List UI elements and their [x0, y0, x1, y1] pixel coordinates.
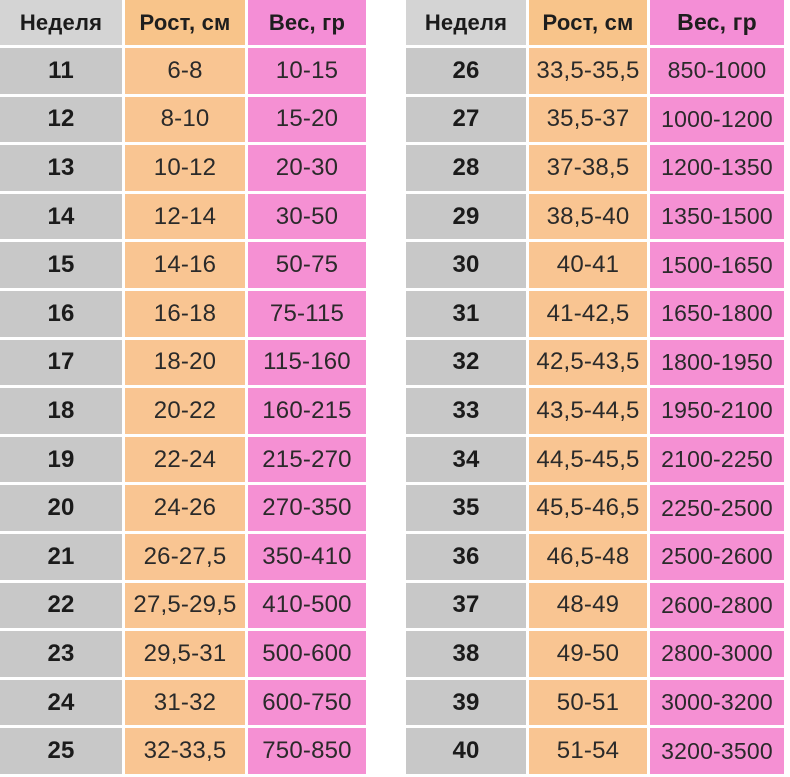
left-table — [0, 0, 369, 777]
cell-height: 35,5-37 — [529, 97, 650, 146]
cell-weight: 30-50 — [248, 194, 369, 243]
cell-week: 35 — [406, 485, 529, 534]
cell-weight: 2250-2500 — [650, 485, 787, 534]
cell-height: 8-10 — [125, 97, 248, 146]
cell-height: 16-18 — [125, 291, 248, 340]
cell-week: 25 — [0, 728, 125, 777]
cell-height: 27,5-29,5 — [125, 583, 248, 632]
cell-week: 36 — [406, 534, 529, 583]
cell-height: 50-51 — [529, 680, 650, 729]
cell-week: 38 — [406, 631, 529, 680]
cell-weight: 1200-1350 — [650, 145, 787, 194]
cell-weight: 750-850 — [248, 728, 369, 777]
cell-week: 40 — [406, 728, 529, 777]
cell-height: 37-38,5 — [529, 145, 650, 194]
cell-height: 14-16 — [125, 242, 248, 291]
cell-height: 20-22 — [125, 388, 248, 437]
cell-height: 45,5-46,5 — [529, 485, 650, 534]
cell-weight: 410-500 — [248, 583, 369, 632]
cell-weight: 3000-3200 — [650, 680, 787, 729]
cell-week: 28 — [406, 145, 529, 194]
cell-weight: 115-160 — [248, 340, 369, 389]
header-height: Рост, см — [125, 0, 248, 48]
column-separator — [371, 0, 404, 777]
cell-height: 32-33,5 — [125, 728, 248, 777]
cell-height: 24-26 — [125, 485, 248, 534]
cell-weight: 3200-3500 — [650, 728, 787, 777]
cell-weight: 20-30 — [248, 145, 369, 194]
cell-weight: 75-115 — [248, 291, 369, 340]
cell-weight: 10-15 — [248, 48, 369, 97]
cell-height: 49-50 — [529, 631, 650, 680]
cell-weight: 1350-1500 — [650, 194, 787, 243]
cell-height: 44,5-45,5 — [529, 437, 650, 486]
cell-week: 18 — [0, 388, 125, 437]
cell-height: 38,5-40 — [529, 194, 650, 243]
cell-weight: 50-75 — [248, 242, 369, 291]
cell-week: 34 — [406, 437, 529, 486]
cell-week: 14 — [0, 194, 125, 243]
cell-weight: 1000-1200 — [650, 97, 787, 146]
right-table — [406, 0, 787, 777]
cell-weight: 350-410 — [248, 534, 369, 583]
cell-height: 18-20 — [125, 340, 248, 389]
cell-height: 43,5-44,5 — [529, 388, 650, 437]
cell-height: 26-27,5 — [125, 534, 248, 583]
cell-height: 40-41 — [529, 242, 650, 291]
cell-height: 33,5-35,5 — [529, 48, 650, 97]
header-height: Рост, см — [529, 0, 650, 48]
cell-height: 31-32 — [125, 680, 248, 729]
cell-weight: 215-270 — [248, 437, 369, 486]
cell-week: 24 — [0, 680, 125, 729]
cell-weight: 1950-2100 — [650, 388, 787, 437]
cell-height: 46,5-48 — [529, 534, 650, 583]
cell-week: 20 — [0, 485, 125, 534]
cell-week: 33 — [406, 388, 529, 437]
cell-weight: 2800-3000 — [650, 631, 787, 680]
cell-weight: 1800-1950 — [650, 340, 787, 389]
cell-weight: 600-750 — [248, 680, 369, 729]
cell-weight: 2500-2600 — [650, 534, 787, 583]
cell-weight: 160-215 — [248, 388, 369, 437]
cell-height: 48-49 — [529, 583, 650, 632]
header-week: Неделя — [0, 0, 125, 48]
cell-height: 12-14 — [125, 194, 248, 243]
cell-height: 41-42,5 — [529, 291, 650, 340]
cell-week: 27 — [406, 97, 529, 146]
cell-weight: 1500-1650 — [650, 242, 787, 291]
cell-week: 37 — [406, 583, 529, 632]
cell-week: 12 — [0, 97, 125, 146]
cell-height: 29,5-31 — [125, 631, 248, 680]
cell-height: 22-24 — [125, 437, 248, 486]
cell-weight: 500-600 — [248, 631, 369, 680]
cell-weight: 2100-2250 — [650, 437, 787, 486]
cell-weight: 270-350 — [248, 485, 369, 534]
cell-week: 26 — [406, 48, 529, 97]
cell-height: 42,5-43,5 — [529, 340, 650, 389]
cell-week: 29 — [406, 194, 529, 243]
cell-height: 6-8 — [125, 48, 248, 97]
header-weight: Вес, гр — [248, 0, 369, 48]
cell-week: 15 — [0, 242, 125, 291]
cell-week: 21 — [0, 534, 125, 583]
header-week: Неделя — [406, 0, 529, 48]
cell-week: 32 — [406, 340, 529, 389]
cell-weight: 15-20 — [248, 97, 369, 146]
cell-height: 10-12 — [125, 145, 248, 194]
cell-weight: 1650-1800 — [650, 291, 787, 340]
cell-week: 39 — [406, 680, 529, 729]
cell-week: 16 — [0, 291, 125, 340]
cell-weight: 850-1000 — [650, 48, 787, 97]
cell-height: 51-54 — [529, 728, 650, 777]
cell-week: 13 — [0, 145, 125, 194]
cell-week: 17 — [0, 340, 125, 389]
cell-week: 11 — [0, 48, 125, 97]
cell-weight: 2600-2800 — [650, 583, 787, 632]
cell-week: 23 — [0, 631, 125, 680]
cell-week: 19 — [0, 437, 125, 486]
cell-week: 30 — [406, 242, 529, 291]
cell-week: 22 — [0, 583, 125, 632]
cell-week: 31 — [406, 291, 529, 340]
header-weight: Вес, гр — [650, 0, 787, 48]
